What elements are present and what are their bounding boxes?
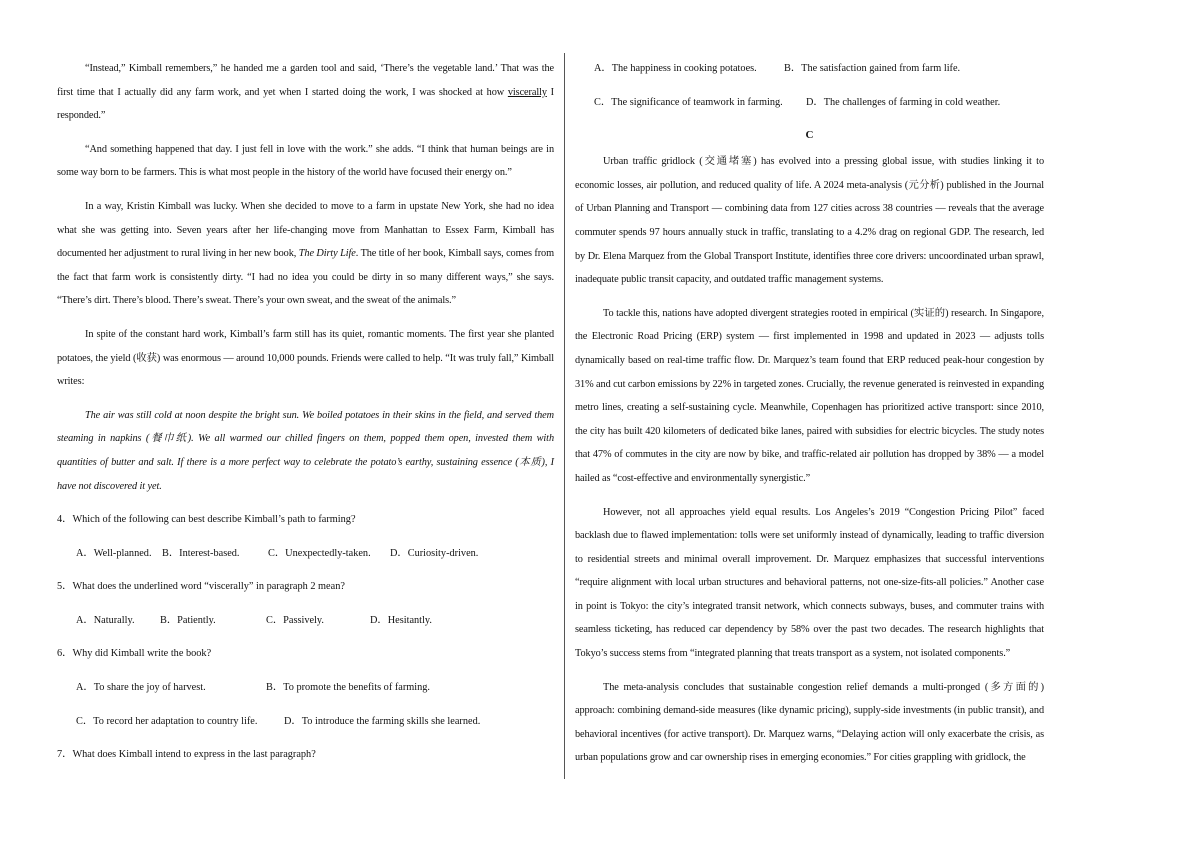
passage-c-paragraph-3: However, not all approaches yield equal results. Los Angeles’s 2019 “Congestion Pricing Pilot” faced backlash due to flawed implementation: tolls were set uniformly instead of dynamically, leading to traffic diversion to residential streets and minimal overall improvement. Dr. Marquez emphasizes that successful interventions “require alignment with local urban structures and behavioral patterns, not one-size-fits-all policies.” Another case in point is Tokyo: the city’s integrated transit network, which connects subways, buses, and commuter trains with seamless ticketing, has reduced car dependency by 58% over the past two decades. The research highlights that Tokyo’s success stems from “integrated planning that treats transport as a system, not isolated components.” [575,506,1044,660]
passage-b-quote: The air was still cold at noon despite the bright sun. We boiled potatoes in their skins in the field, and served them steaming in napkins (餐巾纸). We all warmed our chilled fingers on them, popped them open, invested them with quantities of butter and salt. If there is a more perfect way to celebrate the potato’s earthy, sustaining essence (本质), I have not discovered it yet. [57,409,554,492]
option-b: B．Interest-based. [162,547,240,559]
option-d: D．Curiosity-driven. [390,547,479,559]
question-7: 7．What does Kimball intend to express in the last paragraph? [57,749,316,761]
question-4-options [57,542,554,566]
question-7-options-row-2 [575,91,1044,115]
question-6-options-row-2 [57,710,554,734]
passage-b-paragraph-1 [57,57,554,128]
option-a: A．Well-planned. [76,547,152,559]
option-a: A．Naturally. [76,614,135,626]
passage-c-paragraph-4: The meta-analysis concludes that sustainable congestion relief demands a multi-pronged (多方面的) approach: combining demand-side measures (like dynamic pricing), supply-side investments (in public transit), and behavioral incentives (for active transport). Dr. Marquez warns, “Delaying action will only exacerbate the crisis, as urban populations grow and car ownership rises in emerging economies.” For cities grappling with gridlock, the [575,681,1044,764]
question-7-options-row-1 [575,57,1044,81]
underlined-word: viscerally [507,86,547,98]
paragraph-text: I responded.” [57,86,554,122]
passage-c-paragraph-1: Urban traffic gridlock (交通堵塞) has evolved into a pressing global issue, with studies linking it to economic losses, air pollution, and reduced quality of life. A 2024 meta-analysis (元分析) published in the Journal of Urban Planning and Transport — combining data from 127 cities across 38 countries — reveals that the average commuter spends 97 hours annually stuck in traffic, translating to a 4.2% drag on regional GDP. The research, led by Dr. Elena Marquez from the Global Transport Institute, identifies three core drivers: uncoordinated urban sprawl, inadequate public transit capacity, and outdated traffic management systems. [575,156,1044,286]
option-a: A．The happiness in cooking potatoes. [594,63,757,74]
option-a: A．To share the joy of harvest. [76,682,206,694]
question-6-options-row-1 [57,676,554,700]
option-c: C．To record her adaptation to country life. [76,715,258,727]
passage-c-paragraph-2: To tackle this, nations have adopted divergent strategies rooted in empirical (实证的) research. In Singapore, the Electronic Road Pricing (ERP) system — first implemented in 1998 and updated in 2023 — adjusts tolls dynamically based on real-time traffic flow. Dr. Marquez’s team found that ERP reduced peak-hour congestion by 31% and cut carbon emissions by 22% in targeted zones. Crucially, the revenue generated is reinvested in expanding metro lines, creating a self-sustaining cycle. Meanwhile, Copenhagen has prioritized active transport: since 2010, the city has built 420 kilometers of dedicated bike lanes, paired with subsidies for electric bicycles. The study notes that 47% of commutes in the city are now by bike, and traffic-related air pollution has dropped by 38% — a model hailed as “cost-effective and environmentally synergistic.” [575,307,1044,484]
column-divider [564,53,565,779]
passage-b-paragraph-2: “And something happened that day. I just fell in love with the work.” she adds. “I think that human beings are in some way born to be farmers. This is what most people in the history of the world have focused their energy on.” [57,143,554,179]
right-column [575,57,1044,780]
paragraph-text: In a way, Kristin Kimball was lucky. When she decided to move to a farm in upstate New York, she had no idea what she was getting into. Seven years after her life-changing move from Manhattan to Essex Farm, Kimball has documented her adjustment to rural living in her new book, [57,200,554,260]
section-heading: C [805,129,814,142]
option-c: C．Passively. [266,614,324,626]
option-c: C．The significance of teamwork in farming. [594,96,783,108]
paragraph-text: “Instead,” Kimball remembers,” he handed me a garden tool and said, ‘There’s the vegetable land.’ That was the first time that I actually did any farm work, and yet when I started doing the work, I was shocked at how [57,63,554,98]
option-b: B．To promote the benefits of farming. [266,682,430,694]
question-6: 6．Why did Kimball write the book? [57,648,212,660]
option-b: B．The satisfaction gained from farm life. [784,63,961,74]
question-4: 4．Which of the following can best describe Kimball’s path to farming? [57,514,356,526]
question-5-options [57,609,554,633]
option-d: D．The challenges of farming in cold weather. [806,96,1001,108]
book-title: The Dirty Life [298,248,356,260]
left-column [57,57,554,777]
question-5: 5．What does the underlined word “viscerally” in paragraph 2 mean? [57,581,345,593]
option-b: B．Patiently. [160,614,216,626]
passage-b-paragraph-4: In spite of the constant hard work, Kimball’s farm still has its quiet, romantic moments. The first year she planted potatoes, the yield (收获) was enormous — around 10,000 pounds. Friends were called to help. “It was truly fall,” Kimball writes: [57,328,554,388]
option-d: D．To introduce the farming skills she learned. [284,715,481,727]
paragraph-text: . The title of her book, Kimball says, comes from the fact that farm work is consistently dirty. “I had no idea you could be dirty in so many different ways,” she says. “There’s dirt. There’s blood. There’s sweat. There’s your own sweat, and the sweat of the animals.” [57,248,555,307]
option-c: C．Unexpectedly-taken. [268,547,371,559]
option-d: D．Hesitantly. [370,614,432,626]
passage-b-paragraph-3 [57,195,554,313]
